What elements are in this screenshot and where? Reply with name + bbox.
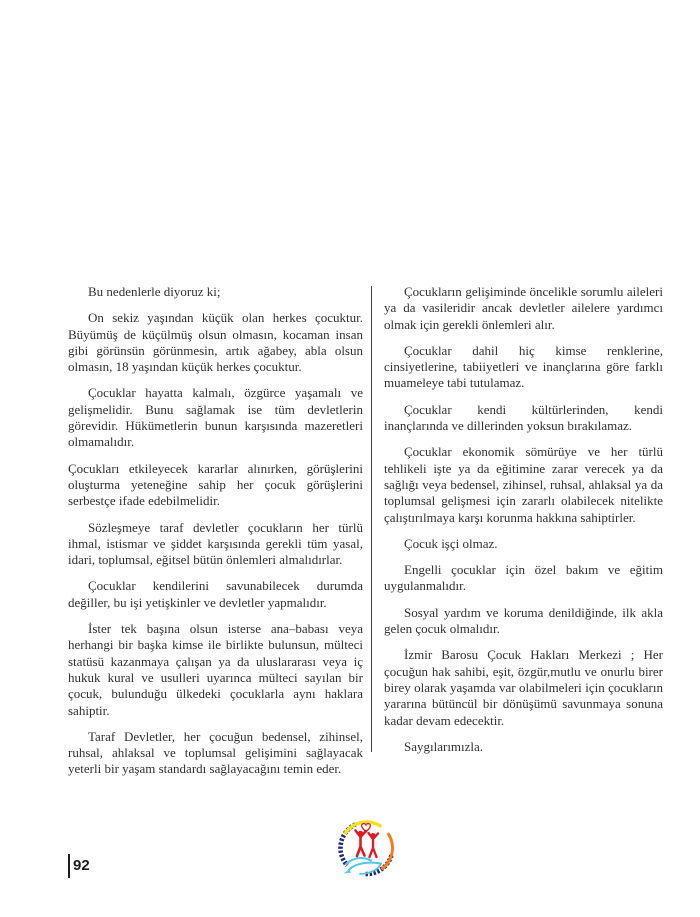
paragraph: Bu nedenlerle diyoruz ki; [88, 284, 221, 299]
logo-arc-orange [381, 833, 392, 869]
paragraph: Taraf Devletler, her çocuğun bedensel, zihinsel, ruhsal, ahlaksal ve toplumsal gelişimini sağlayacak yeterli bir yaşam standardı sağlayacağını temin eder. [68, 728, 363, 777]
left-column [68, 284, 363, 788]
right-column [384, 284, 663, 765]
paragraph: Sosyal yardım ve koruma denildiğinde, ilk akla gelen çocuk olmalıdır. [384, 604, 663, 637]
paragraph: Çocuklar hayatta kalmalı, özgürce yaşamalı ve gelişmelidir. Bunu sağlamak ise tüm devletlerin görevidir. Hükümetlerin bunun karşısında mazeretleri olmamalıdır. [68, 385, 363, 450]
paragraph: Çocuk işçi olmaz. [404, 535, 498, 551]
logo-dove-tail [344, 870, 352, 874]
paragraph: Çocuklar kendilerini savunabilecek durumda değiller, bu işi yetişkinler ve devletler yapmalıdır. [68, 578, 363, 610]
paragraph: Çocuklar kendi kültürlerinden, kendi inançlarında ve dillerinden yoksun bırakılamaz. [384, 401, 663, 434]
paragraph: Çocukları etkileyecek kararlar alınırken, görüşlerini oluşturma yeteneğine sahip her çocuk görüşlerini serbestçe ifade edebilmelidir. [68, 460, 363, 509]
page-number [68, 854, 90, 878]
paragraph: Çocuklar ekonomik sömürüye ve her türlü tehlikeli işte ya da eğitimine zarar verecek ya da sağlığı veya bedensel, zihinsel, ruhsal, ahlaksal ya da toplumsal gelişmesi için zararlı olabilecek nitelikte çalıştırılmaya karşı korunma hakkına sahiptirler. [384, 444, 663, 525]
paragraph: On sekiz yaşından küçük olan herkes çocuktur. Büyümüş de küçülmüş olsun olmasın, kocaman insan gibi görünsün görünmesin, artık ağabey, abla olsun olmasın, 18 yaşından küçük herkes çocuktur. [68, 310, 363, 375]
paragraph: Engelli çocuklar için özel bakım ve eğitim uygulanmalıdır. [384, 562, 663, 594]
paragraph: Çocuklar dahil hiç kimse renklerine, cinsiyetlerine, tabiiyetleri ve inançlarına göre farklı muameleye tabi tutulamaz. [384, 342, 663, 391]
paragraph: Sözleşmeye taraf devletler çocukların her türlü ihmal, istismar ve şiddet karşısında gerekli tüm yasal, idari, toplumsal, eğitsel bütün önlemleri almalıdırlar. [68, 519, 363, 568]
page-number-value: 92 [73, 857, 90, 874]
paragraph: Çocukların gelişiminde öncelikle sorumlu aileleri ya da vasileridir ancak devletler ailelere yardımcı olmak için gerekli önlemleri alır. [384, 284, 663, 332]
children-heart-dove-emblem-icon [337, 817, 396, 880]
paragraph: İster tek başına olsun isterse ana–babası veya herhangi bir başka kimse ile birlikte bulunsun, mülteci statüsü kazanmaya çalışan ya da uluslararası veya iç hukuk kural ve usulleri uyarınca mülteci sayılan bir çocuk, bulunduğu ülkedeki çocuklarla aynı haklara sahiptir. [68, 621, 363, 718]
logo-svg [337, 817, 396, 880]
paragraph: Saygılarımızla. [404, 738, 484, 754]
paragraph: İzmir Barosu Çocuk Hakları Merkezi ; Her çocuğun hak sahibi, eşit, özgür,mutlu ve onurlu birer birey olarak yaşamda var olabilmeleri için çocukların yararına bütüncül bir dönüşümü savunmaya sonuna kadar devam edecektir. [384, 647, 663, 728]
column-divider [371, 286, 372, 752]
